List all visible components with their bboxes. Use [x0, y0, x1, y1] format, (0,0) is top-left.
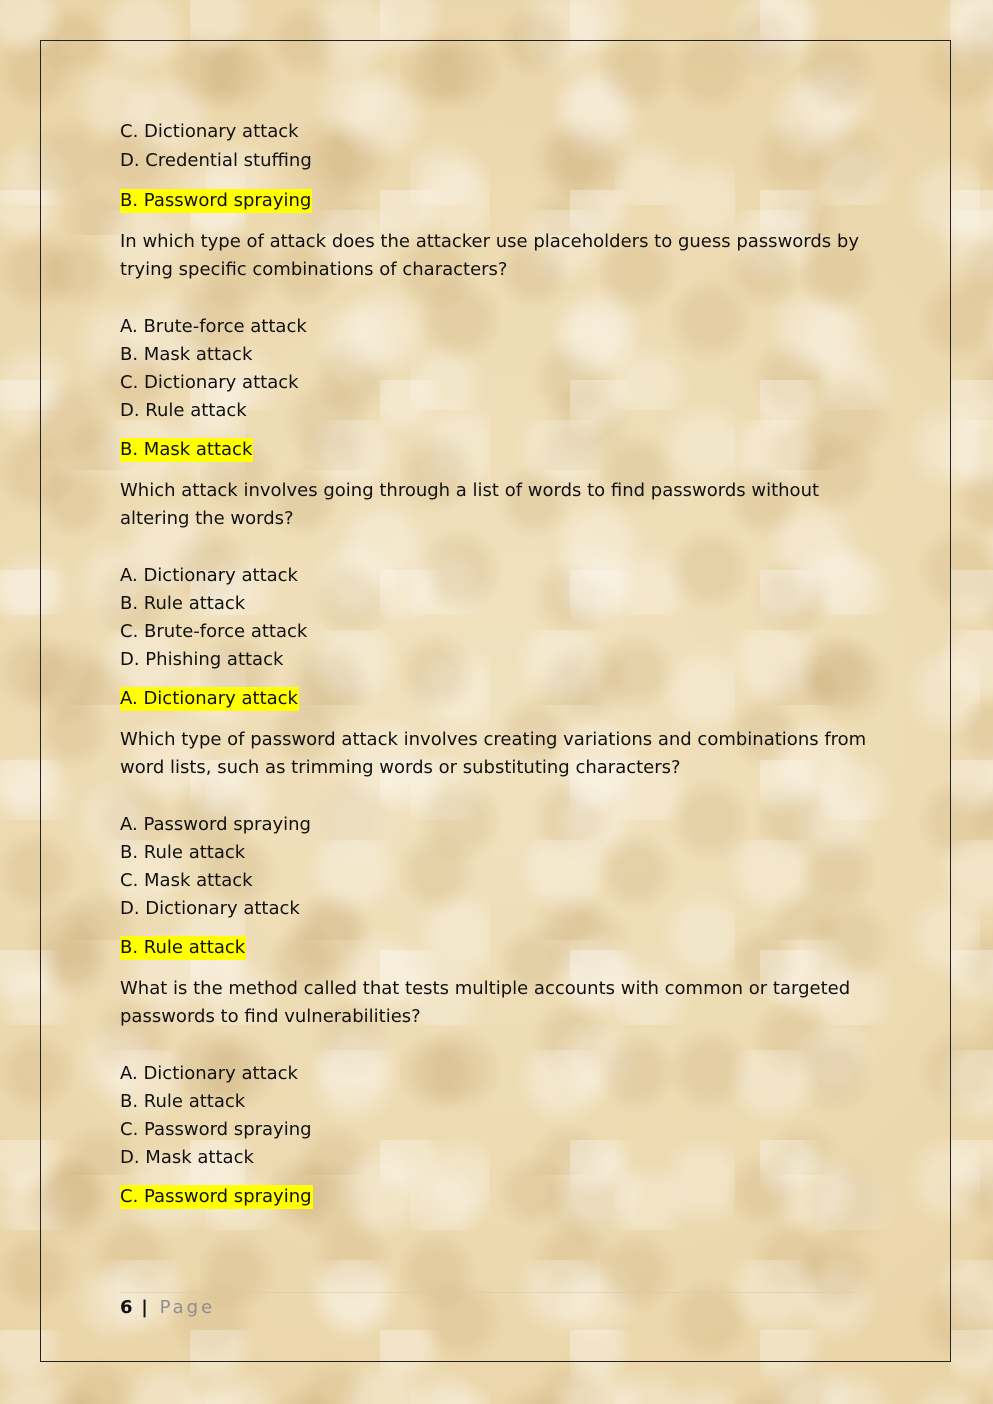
page-number-divider: | [141, 1297, 148, 1318]
intro-answer-highlight: B. Password spraying [120, 190, 312, 211]
question-4-option-d: D. Mask attack [120, 1147, 254, 1168]
question-2-option-b: B. Rule attack [120, 593, 246, 614]
question-2-text: Which attack involves going through a list of words to find passwords without altering the words? [120, 480, 820, 529]
document-content [120, 118, 880, 1224]
question-1-option-b: B. Mask attack [120, 344, 253, 365]
question-4 [120, 975, 880, 1224]
page-number: 6 [120, 1297, 133, 1318]
intro-option-c: C. Dictionary attack [120, 121, 299, 142]
question-4-option-c: C. Password spraying [120, 1119, 312, 1140]
question-3-option-b: B. Rule attack [120, 842, 246, 863]
question-3-text: Which type of password attack involves creating variations and combinations from word lists, such as trimming words or substituting characters? [120, 729, 867, 778]
question-3-answer-highlight: B. Rule attack [120, 937, 246, 958]
question-3 [120, 726, 880, 975]
question-3-option-a: A. Password spraying [120, 814, 311, 835]
page-label: Page [159, 1297, 216, 1318]
question-1-answer-highlight: B. Mask attack [120, 439, 253, 460]
footer-divider [120, 1292, 855, 1293]
question-1-option-a: A. Brute-force attack [120, 316, 307, 337]
question-2-option-a: A. Dictionary attack [120, 565, 298, 586]
question-1-option-c: C. Dictionary attack [120, 372, 299, 393]
question-1-option-d: D. Rule attack [120, 400, 247, 421]
question-3-option-d: D. Dictionary attack [120, 898, 300, 919]
question-3-option-c: C. Mask attack [120, 870, 253, 891]
question-2-option-c: C. Brute-force attack [120, 621, 308, 642]
question-4-option-b: B. Rule attack [120, 1091, 246, 1112]
question-2-option-d: D. Phishing attack [120, 649, 284, 670]
page-footer [120, 1297, 215, 1319]
question-4-text: What is the method called that tests multiple accounts with common or targeted passwords to find vulnerabilities? [120, 978, 851, 1027]
question-2-answer-highlight: A. Dictionary attack [120, 688, 298, 709]
intro-option-d: D. Credential stuffing [120, 150, 312, 171]
question-4-answer-highlight: C. Password spraying [120, 1186, 312, 1207]
question-2 [120, 477, 880, 726]
question-4-option-a: A. Dictionary attack [120, 1063, 298, 1084]
question-1 [120, 228, 880, 477]
question-1-text: In which type of attack does the attacker use placeholders to guess passwords by trying specific combinations of characters? [120, 231, 859, 280]
